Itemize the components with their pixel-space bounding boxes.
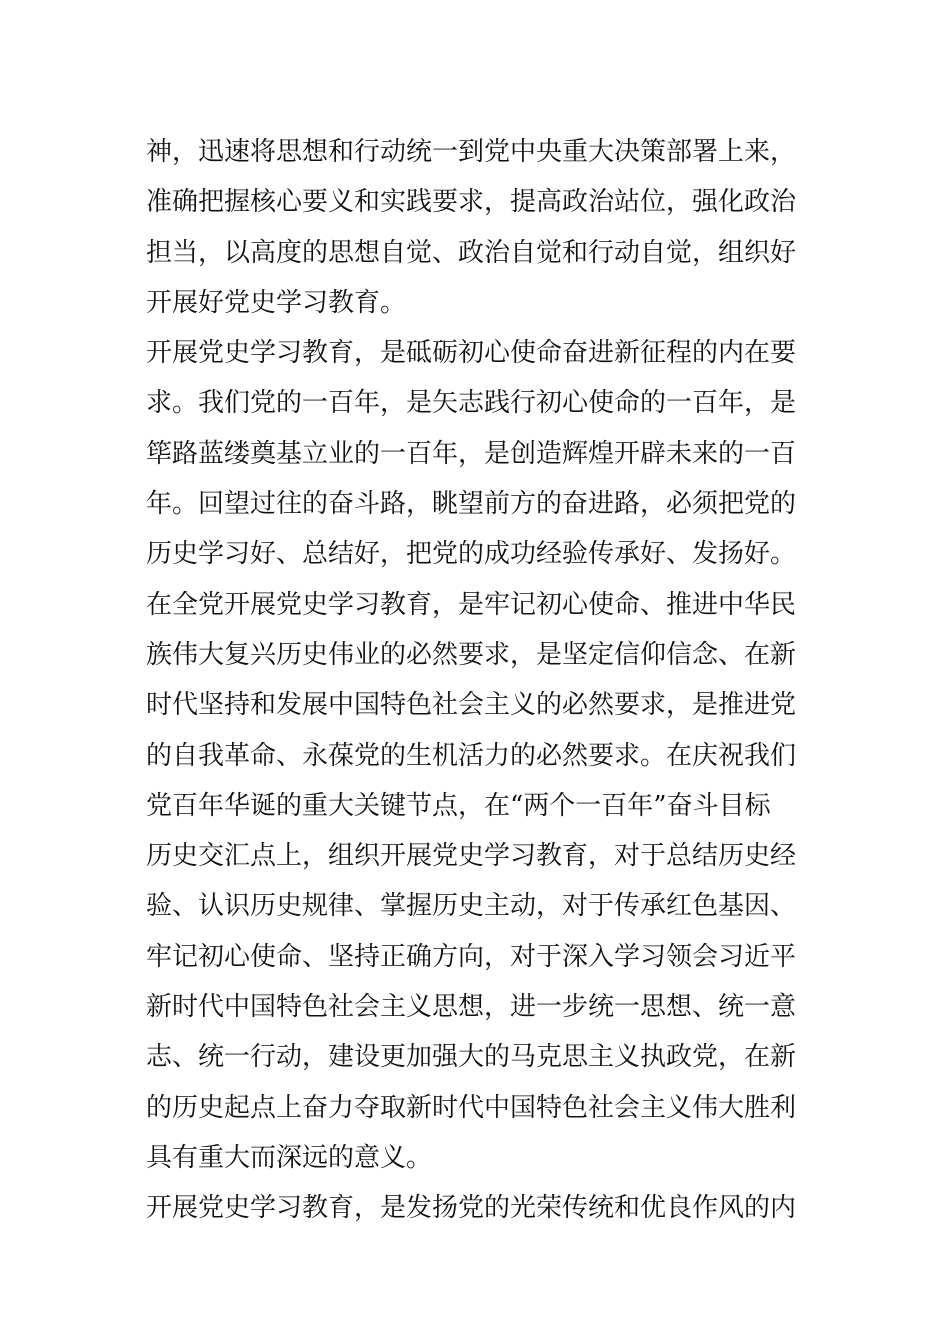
text-line: 族伟大复兴历史伟业的必然要求，是坚定信仰信念、在新 (146, 639, 797, 670)
text-line: 历史学习好、总结好，把党的成功经验传承好、发扬好。 (146, 539, 797, 570)
paragraph-2 (146, 328, 816, 1183)
text-line: 的自我革命、永葆党的生机活力的必然要求。在庆祝我们 (146, 740, 797, 771)
text-line: 开展党史学习教育，是发扬党的光荣传统和优良作风的内 (146, 1193, 797, 1224)
text-line: 历史交汇点上，组织开展党史学习教育，对于总结历史经 (146, 841, 797, 872)
text-line: 开展党史学习教育，是砥砺初心使命奋进新征程的内在要 (146, 338, 797, 369)
text-line: 神，迅速将思想和行动统一到党中央重大决策部署上来， (146, 137, 797, 167)
text-line: 担当，以高度的思想自觉、政治自觉和行动自觉，组织好 (146, 237, 797, 268)
text-line: 在全党开展党史学习教育，是牢记初心使命、推进中华民 (146, 589, 797, 620)
text-line: 年。回望过往的奋斗路，眺望前方的奋进路，必须把党的 (146, 489, 797, 520)
text-line: 牢记初心使命、坚持正确方向，对于深入学习领会习近平 (146, 941, 797, 972)
document-body (146, 127, 816, 1234)
text-line: 志、统一行动，建设更加强大的马克思主义执政党，在新 (146, 1042, 797, 1073)
text-line: 时代坚持和发展中国特色社会主义的必然要求，是推进党 (146, 690, 797, 721)
text-line: 的历史起点上奋力夺取新时代中国特色社会主义伟大胜利 (146, 1092, 797, 1123)
text-line: 党百年华诞的重大关键节点，在“两个一百年”奋斗目标 (146, 790, 771, 821)
text-line: 准确把握核心要义和实践要求，提高政治站位，强化政治 (146, 187, 797, 218)
text-line: 新时代中国特色社会主义思想，进一步统一思想、统一意 (146, 992, 797, 1023)
text-line: 开展好党史学习教育。 (146, 287, 407, 318)
paragraph-3 (146, 1183, 816, 1233)
text-line: 求。我们党的一百年，是矢志践行初心使命的一百年，是 (146, 388, 797, 419)
text-line: 具有重大而深远的意义。 (146, 1142, 433, 1173)
text-line: 筚路蓝缕奠基立业的一百年，是创造辉煌开辟未来的一百 (146, 438, 797, 469)
paragraph-1 (146, 127, 816, 328)
text-line: 验、认识历史规律、掌握历史主动，对于传承红色基因、 (146, 891, 797, 922)
